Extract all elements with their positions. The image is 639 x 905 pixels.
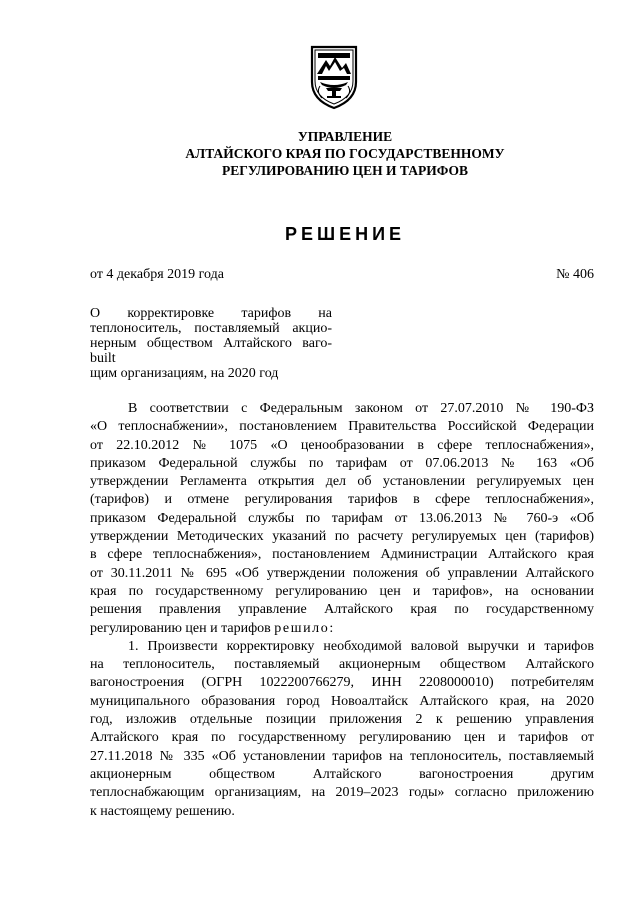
paragraph-2-line: к настоящему решению. — [90, 803, 235, 819]
paragraph-2-line: акционерным обществом Алтайского вагоностроения другим — [90, 766, 594, 782]
paragraph-2-line: 1. Произвести корректировку необходимой валовой выручки и тарифов — [128, 638, 594, 654]
paragraph-1-line: утверждении Методических указаний по расчету регулируемых цен (тарифов) — [90, 529, 594, 545]
paragraph-2-line: Алтайского края по государственному регулированию цен и тарифов от — [90, 730, 594, 746]
paragraph-1-line: решения правления управление Алтайского края по государственному — [90, 602, 594, 618]
subject-line: О корректировке тарифов на — [90, 306, 332, 321]
paragraph-1-last-suffix: : — [329, 620, 334, 636]
paragraph-1-line: В соответствии с Федеральным законом от 27.07.2010 № 190-ФЗ — [128, 401, 594, 416]
document-date: от 4 декабря 2019 года — [90, 267, 224, 282]
paragraph-2-line: на теплоноситель, поставляемый акционерным обществом Алтайского — [90, 657, 594, 673]
document-body — [90, 400, 594, 821]
subject-line: built — [90, 351, 116, 366]
paragraph-1-line: (тарифов) и отмене регулирования тарифов в сфере теплоснабжения», — [90, 492, 594, 508]
paragraph-1-line: от 22.10.2012 № 1075 «О ценообразовании в сфере теплоснабжения», — [90, 437, 594, 453]
document-subject — [90, 306, 332, 381]
paragraph-1-line: края по государственному регулированию цен и тарифов», на основании — [90, 583, 594, 599]
decided-word: решило — [274, 620, 330, 636]
paragraph-2-line: год, изложив отдельные позиции приложения 2 к решению управления — [90, 712, 594, 728]
paragraph-2-line: муниципального образования город Новоалтайск Алтайского края, на 2020 — [90, 693, 594, 709]
paragraph-2-line: вагоностроения (ОГРН 1022200766279, ИНН 2208000010) потребителям — [90, 675, 594, 691]
agency-name-line: РЕГУЛИРОВАНИЮ ЦЕН И ТАРИФОВ — [221, 163, 469, 178]
paragraph-1-line: «О теплоснабжении», постановлением Правительства Российской Федерации — [90, 419, 594, 435]
subject-line: нерным обществом Алтайского ваго- — [90, 336, 332, 351]
paragraph-2-line: теплоснабжающим организациям, на 2019–2023 годы» согласно приложению — [90, 785, 594, 801]
agency-name-line: АЛТАЙСКОГО КРАЯ ПО ГОСУДАРСТВЕННОМУ — [185, 146, 505, 161]
paragraph-1-line: утверждении Регламента открытия дел об установлении регулируемых цен — [90, 474, 594, 490]
paragraph-1-line: от 30.11.2011 № 695 «Об утверждении положения об управлении Алтайского — [90, 565, 594, 581]
paragraph-1-last-line — [90, 620, 594, 638]
agency-name-line: УПРАВЛЕНИЕ — [297, 129, 393, 144]
document-type-title: РЕШЕНИЕ — [284, 224, 406, 244]
subject-line: щим организациям, на 2020 год — [90, 366, 279, 381]
subject-line: теплоноситель, поставляемый акцио- — [90, 321, 332, 336]
paragraph-1-line: приказом Федеральной службы по тарифам от 07.06.2013 № 163 «Об — [90, 455, 594, 471]
coat-of-arms-emblem — [308, 44, 360, 110]
paragraph-1-line: приказом Федеральной службы по тарифам от 13.06.2013 № 760-э «Об — [90, 510, 594, 526]
paragraph-2-line: 27.11.2018 № 335 «Об установлении тарифов на теплоноситель, поставляемый — [90, 748, 594, 764]
paragraph-1-line: в сфере теплоснабжения», постановлением Администрации Алтайского края — [90, 547, 594, 563]
document-number: № 406 — [556, 267, 594, 282]
agency-name — [90, 128, 600, 179]
paragraph-1-last-prefix: регулированию цен и тарифов — [90, 620, 271, 636]
